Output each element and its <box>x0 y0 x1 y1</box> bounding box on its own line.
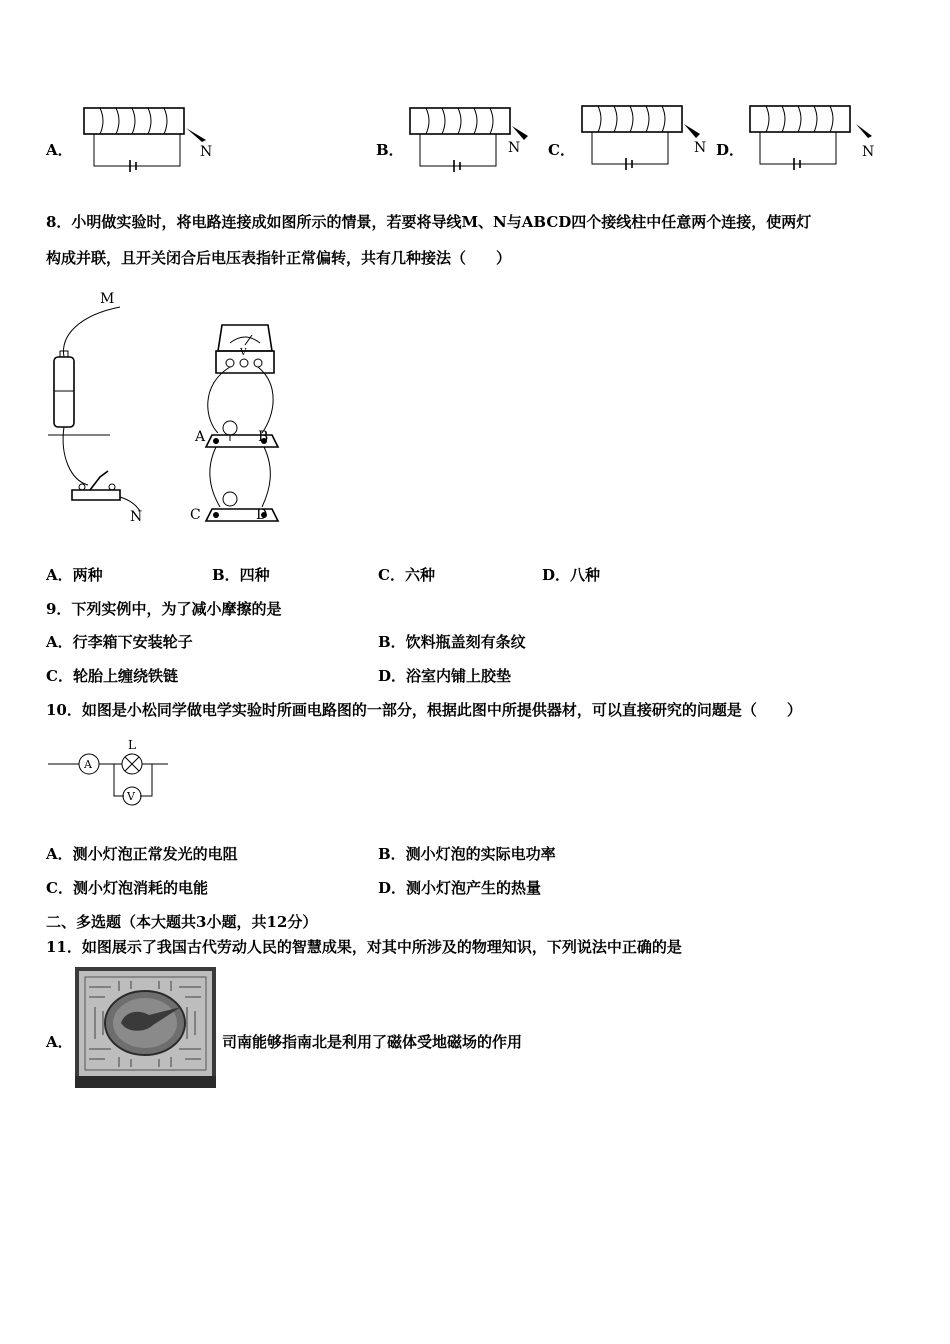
q9-option-c[interactable]: C．轮胎上缠绕铁链 <box>46 667 178 685</box>
q11-option-a-text[interactable]: 司南能够指南北是利用了磁体受地磁场的作用 <box>222 1033 523 1051</box>
q10-label-lamp: L <box>128 738 136 752</box>
q8-option-d[interactable]: D．八种 <box>542 566 601 584</box>
q9-option-d[interactable]: D．浴室内铺上胶垫 <box>378 667 512 685</box>
q7-option-c-letter: C． <box>548 141 575 159</box>
q10-label-ammeter: A <box>84 758 92 771</box>
q10-stem: 10．如图是小松同学做电学实验时所画电路图的一部分，根据此图中所提供器材，可以直接研究的问题是（ ） <box>46 701 802 719</box>
q8-option-c[interactable]: C．六种 <box>378 566 435 584</box>
q7-option-d-letter: D． <box>716 141 745 159</box>
q8-label-m: M <box>100 291 115 307</box>
q8-label-d: D <box>256 507 268 523</box>
q7-compass-label-d: N <box>862 144 875 160</box>
q7-compass-label-b: N <box>508 140 521 156</box>
q11-option-a-letter[interactable]: A． <box>46 1033 73 1051</box>
q8-label-v: V <box>240 348 247 358</box>
q8-label-n: N <box>130 509 143 525</box>
q10-option-c[interactable]: C．测小灯泡消耗的电能 <box>46 879 208 897</box>
q10-label-voltmeter: V <box>127 790 135 803</box>
q7-option-b-letter: B． <box>376 141 404 159</box>
q11-sinan-compass-image <box>75 967 216 1088</box>
q7-compass-label-c: N <box>694 140 707 156</box>
q8-label-b: B <box>258 429 269 445</box>
q10-circuit-figure <box>48 736 178 808</box>
q8-stem-line2: 构成并联，且开关闭合后电压表指针正常偏转，共有几种接法（ ） <box>46 249 512 267</box>
q8-label-a: A <box>195 429 206 445</box>
q7-solenoid-figure-a <box>80 104 220 174</box>
q7-solenoid-figure-b <box>406 104 546 174</box>
q10-option-a[interactable]: A．测小灯泡正常发光的电阻 <box>46 845 238 863</box>
q8-option-a[interactable]: A．两种 <box>46 566 103 584</box>
q7-compass-label-a: N <box>200 144 213 160</box>
q7-option-a-letter: A． <box>46 141 73 159</box>
q11-stem: 11．如图展示了我国古代劳动人民的智慧成果，对其中所涉及的物理知识，下列说法中正确的是 <box>46 938 682 956</box>
q8-circuit-figure <box>40 285 290 530</box>
q9-option-a[interactable]: A．行李箱下安装轮子 <box>46 633 193 651</box>
q9-stem: 9．下列实例中，为了减小摩擦的是 <box>46 600 282 618</box>
q10-option-d[interactable]: D．测小灯泡产生的热量 <box>378 879 542 897</box>
q7-solenoid-figure-c <box>578 102 718 172</box>
q8-option-b[interactable]: B．四种 <box>212 566 270 584</box>
q10-option-b[interactable]: B．测小灯泡的实际电功率 <box>378 845 556 863</box>
q8-label-c: C <box>190 507 201 523</box>
q8-stem-line1: 8．小明做实验时，将电路连接成如图所示的情景，若要将导线M、N与ABCD四个接线柱中任意两个连接，使两灯 <box>46 213 812 231</box>
q7-solenoid-figure-d <box>746 102 886 172</box>
q9-option-b[interactable]: B．饮料瓶盖刻有条纹 <box>378 633 526 651</box>
section2-heading: 二、多选题（本大题共3小题，共12分） <box>46 913 318 931</box>
